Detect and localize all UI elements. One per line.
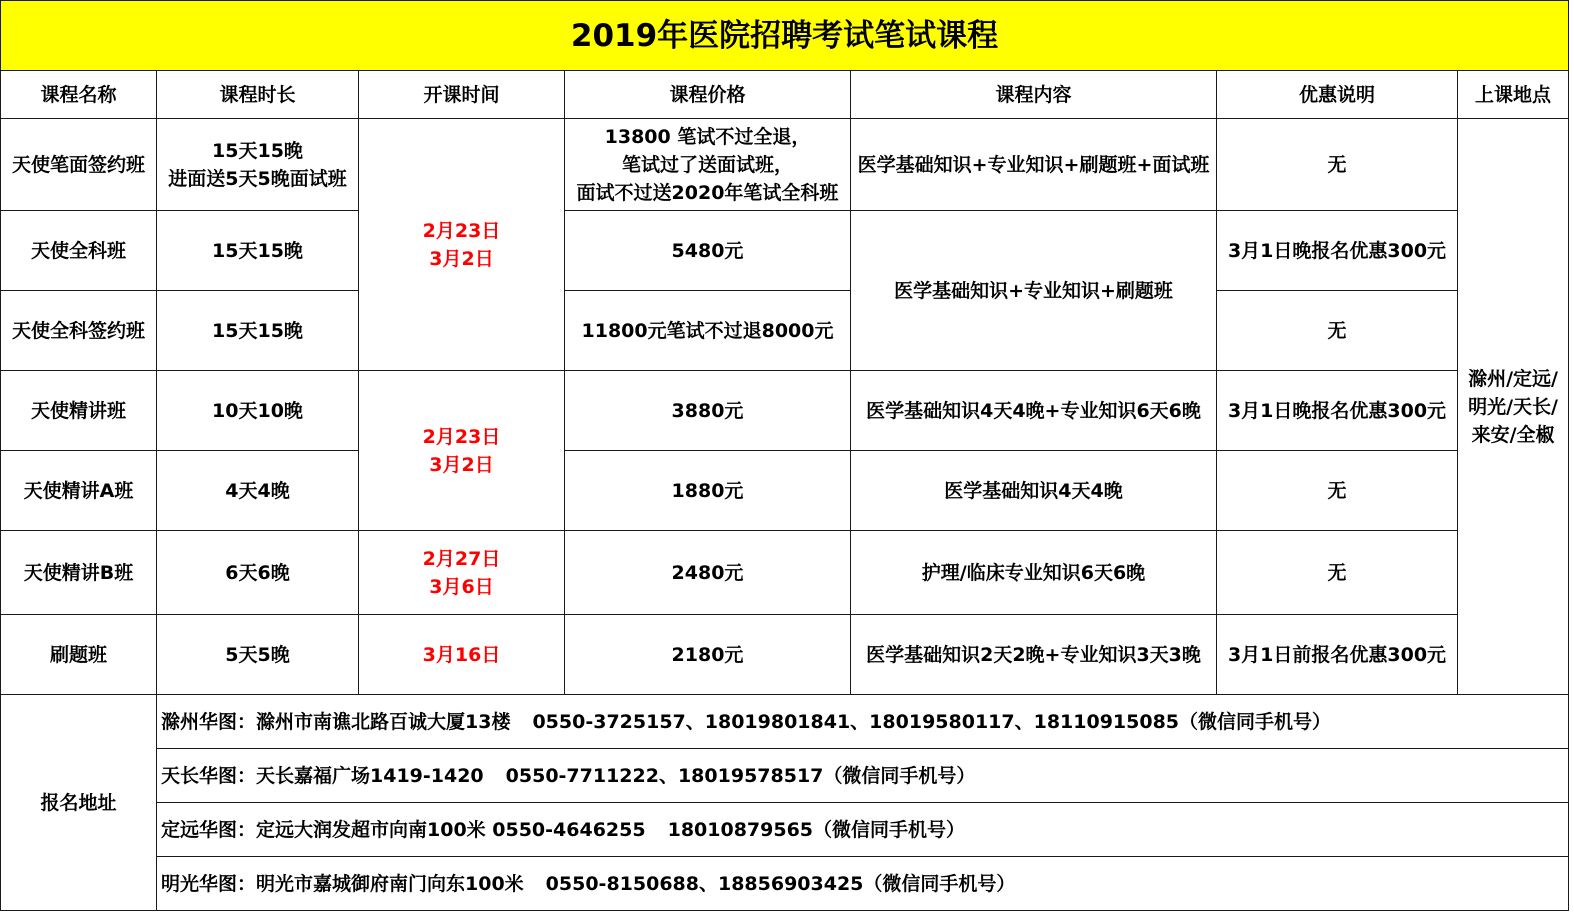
registration-place: 明光华图：明光市嘉城御府南门向东100米 xyxy=(161,872,524,895)
course-name: 刷题班 xyxy=(1,615,157,695)
registration-address xyxy=(157,749,1569,803)
duration-line: 进面送5天5晚面试班 xyxy=(168,167,347,190)
start-date-line: 3月2日 xyxy=(429,453,494,476)
course-content: 护理/临床专业知识6天6晚 xyxy=(851,531,1217,615)
course-location xyxy=(1458,119,1569,695)
start-date-group-1 xyxy=(359,119,565,371)
course-name: 天使精讲A班 xyxy=(1,451,157,531)
course-content: 医学基础知识+专业知识+刷题班+面试班 xyxy=(851,119,1217,211)
header-course-name: 课程名称 xyxy=(1,71,157,119)
header-content: 课程内容 xyxy=(851,71,1217,119)
course-discount: 无 xyxy=(1217,531,1458,615)
registration-address xyxy=(157,803,1569,857)
page-title: 2019年医院招聘考试笔试课程 xyxy=(1,1,1569,71)
course-discount: 无 xyxy=(1217,119,1458,211)
registration-contact: 0550-7711222、18019578517（微信同手机号） xyxy=(505,764,976,787)
registration-row xyxy=(1,749,1569,803)
course-content: 医学基础知识4天4晚+专业知识6天6晚 xyxy=(851,371,1217,451)
table-row xyxy=(1,119,1569,211)
start-date-line: 3月2日 xyxy=(429,247,494,270)
location-line: 来安/全椒 xyxy=(1471,423,1555,446)
course-name: 天使笔面签约班 xyxy=(1,119,157,211)
course-duration: 10天10晚 xyxy=(157,371,359,451)
title-row xyxy=(1,1,1569,71)
course-discount: 3月1日晚报名优惠300元 xyxy=(1217,371,1458,451)
course-duration: 6天6晚 xyxy=(157,531,359,615)
registration-label: 报名地址 xyxy=(1,695,157,911)
price-line: 笔试过了送面试班， xyxy=(621,153,793,176)
course-discount: 无 xyxy=(1217,291,1458,371)
course-discount: 无 xyxy=(1217,451,1458,531)
header-discount: 优惠说明 xyxy=(1217,71,1458,119)
header-location: 上课地点 xyxy=(1458,71,1569,119)
start-date-line: 2月23日 xyxy=(422,219,501,242)
registration-row xyxy=(1,695,1569,749)
location-line: 明光/天长/ xyxy=(1468,395,1558,418)
table-row xyxy=(1,371,1569,451)
course-price: 11800元笔试不过退8000元 xyxy=(565,291,851,371)
course-price: 2480元 xyxy=(565,531,851,615)
registration-row xyxy=(1,857,1569,911)
course-discount: 3月1日前报名优惠300元 xyxy=(1217,615,1458,695)
course-content: 医学基础知识2天2晚+专业知识3天3晚 xyxy=(851,615,1217,695)
course-name: 天使全科班 xyxy=(1,211,157,291)
registration-address xyxy=(157,695,1569,749)
registration-place: 定远华图：定远大润发超市向南100米 0550-4646255 xyxy=(161,818,646,841)
table-row xyxy=(1,615,1569,695)
course-content: 医学基础知识+专业知识+刷题班 xyxy=(851,211,1217,371)
course-price: 1880元 xyxy=(565,451,851,531)
course-duration: 5天5晚 xyxy=(157,615,359,695)
table-row xyxy=(1,451,1569,531)
start-date-line: 2月23日 xyxy=(422,425,501,448)
course-price: 3880元 xyxy=(565,371,851,451)
course-name: 天使精讲班 xyxy=(1,371,157,451)
course-price: 2180元 xyxy=(565,615,851,695)
table-row xyxy=(1,531,1569,615)
course-duration: 15天15晚 xyxy=(157,211,359,291)
registration-contact: 0550-8150688、18856903425（微信同手机号） xyxy=(545,872,1016,895)
header-row xyxy=(1,71,1569,119)
course-duration xyxy=(157,119,359,211)
start-date-group-2 xyxy=(359,371,565,531)
registration-row xyxy=(1,803,1569,857)
course-price xyxy=(565,119,851,211)
course-duration: 15天15晚 xyxy=(157,291,359,371)
course-name: 天使全科签约班 xyxy=(1,291,157,371)
header-start-date: 开课时间 xyxy=(359,71,565,119)
course-content: 医学基础知识4天4晚 xyxy=(851,451,1217,531)
course-price: 5480元 xyxy=(565,211,851,291)
registration-place: 天长华图：天长嘉福广场1419-1420 xyxy=(161,764,484,787)
table-row xyxy=(1,291,1569,371)
start-date-drill: 3月16日 xyxy=(359,615,565,695)
course-discount: 3月1日晚报名优惠300元 xyxy=(1217,211,1458,291)
price-line: 面试不过送2020年笔试全科班 xyxy=(576,181,839,204)
price-line: 13800 笔试不过全退， xyxy=(604,125,811,148)
header-duration: 课程时长 xyxy=(157,71,359,119)
start-date-line: 3月6日 xyxy=(429,575,494,598)
registration-address xyxy=(157,857,1569,911)
start-date-line: 2月27日 xyxy=(422,547,501,570)
registration-contact: 18010879565（微信同手机号） xyxy=(667,818,966,841)
table-row xyxy=(1,211,1569,291)
start-date-b xyxy=(359,531,565,615)
header-price: 课程价格 xyxy=(565,71,851,119)
course-duration: 4天4晚 xyxy=(157,451,359,531)
course-name: 天使精讲B班 xyxy=(1,531,157,615)
registration-contact: 0550-3725157、18019801841、18019580117、18110915085（微信同手机号） xyxy=(532,710,1332,733)
duration-line: 15天15晚 xyxy=(212,139,303,162)
registration-place: 滁州华图：滁州市南谯北路百诚大厦13楼 xyxy=(161,710,511,733)
location-line: 滁州/定远/ xyxy=(1468,367,1558,390)
